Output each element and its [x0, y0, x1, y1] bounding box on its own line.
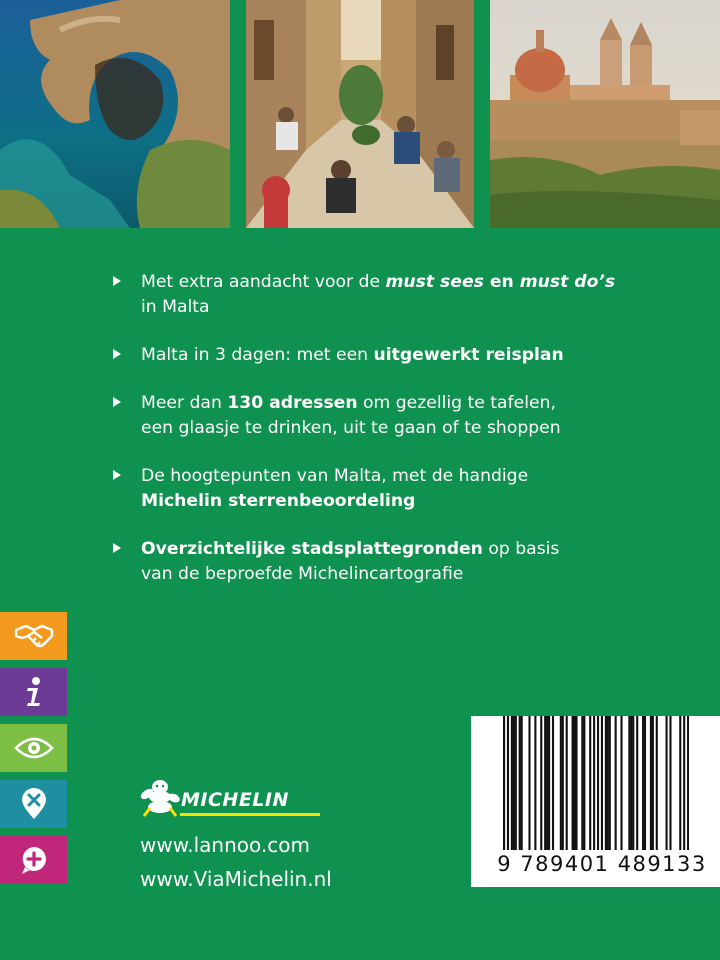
barcode-icon [503, 716, 689, 850]
feature-line [141, 343, 670, 368]
eye-icon [14, 736, 54, 760]
barcode-bar [687, 716, 689, 850]
feature-text: De hoogtepunten van Malta, met de handige [141, 466, 529, 486]
barcode-bar [507, 716, 509, 850]
barcode-bar [607, 716, 609, 850]
barcode-bar [666, 716, 668, 850]
barcode-bar [515, 716, 517, 850]
barcode-bar [642, 716, 644, 850]
barcode-bar [511, 716, 513, 850]
isbn-number: 9 789401 489133 [497, 852, 707, 876]
tab-handshake [0, 612, 67, 660]
feature-line [141, 489, 670, 514]
feature-text: Met extra aandacht voor de [141, 272, 386, 292]
barcode-bar [519, 716, 521, 850]
feature-text: om gezellig te tafelen, [357, 393, 556, 413]
barcode-bar [615, 716, 617, 850]
barcode-bar [566, 716, 568, 850]
barcode-bar [528, 716, 530, 850]
location-plus-icon [20, 845, 48, 875]
feature-text: uitgewerkt reisplan [373, 345, 564, 365]
feature-text: op basis [482, 539, 560, 559]
bullet-arrow-icon [113, 397, 121, 407]
photo-street-cafe [246, 0, 474, 228]
barcode-bar [593, 716, 595, 850]
barcode-bar [589, 716, 591, 850]
tab-location-plus [0, 836, 67, 884]
barcode-bar [581, 716, 583, 850]
logo-accent-bar [180, 813, 320, 816]
feature-text: Overzichtelijke stadsplattegronden [141, 539, 483, 559]
barcode-bar [605, 716, 607, 850]
feature-text: Meer dan [141, 393, 228, 413]
handshake-icon [14, 622, 54, 650]
barcode-bar [630, 716, 632, 850]
feature-list-item [110, 391, 670, 441]
barcode-bar [679, 716, 681, 850]
feature-text: een glaasje te drinken, uit te gaan of te shoppen [141, 418, 561, 438]
feature-list-item [110, 343, 670, 368]
barcode-bar [575, 716, 577, 850]
bibendum-icon [138, 778, 182, 818]
barcode-bar [503, 716, 505, 850]
info-icon [22, 676, 46, 708]
category-tabs [0, 612, 67, 892]
barcode-bar [628, 716, 630, 850]
tab-eye [0, 724, 67, 772]
barcode-bar [548, 716, 550, 850]
barcode-bar [562, 716, 564, 850]
barcode-bar [560, 716, 562, 850]
feature-line [141, 295, 670, 320]
bullet-arrow-icon [113, 543, 121, 553]
photo-sea-cliff [0, 0, 230, 228]
barcode-bar [620, 716, 622, 850]
barcode-bar [597, 716, 599, 850]
barcode-bar [544, 716, 546, 850]
feature-text: in Malta [141, 297, 210, 317]
feature-line [141, 562, 670, 587]
url-viamichelin[interactable]: www.ViaMichelin.nl [140, 867, 332, 891]
photo-cathedral-skyline [490, 0, 720, 228]
tab-info [0, 668, 67, 716]
bullet-arrow-icon [113, 470, 121, 480]
feature-text: Michelin sterrenbeoordeling [141, 491, 416, 511]
michelin-wordmark: MICHELIN [181, 789, 289, 811]
bullet-arrow-icon [113, 276, 121, 286]
url-lannoo[interactable]: www.lannoo.com [140, 833, 310, 857]
barcode-panel [471, 716, 720, 887]
barcode-bar [540, 716, 542, 850]
barcode-bar [669, 716, 671, 850]
feature-text: 130 adressen [227, 393, 358, 413]
feature-line [141, 416, 670, 441]
feature-text: must do’s [519, 272, 616, 292]
feature-list-item [110, 270, 670, 320]
feature-line [141, 270, 670, 295]
feature-list [110, 270, 670, 610]
barcode-bar [644, 716, 646, 850]
barcode-bar [632, 716, 634, 850]
barcode-bar [601, 716, 603, 850]
website-links [140, 828, 332, 896]
barcode-bar [683, 716, 685, 850]
michelin-logo [138, 778, 323, 818]
feature-text: Malta in 3 dagen: met een [141, 345, 374, 365]
feature-line [141, 464, 670, 489]
feature-line [141, 537, 670, 562]
barcode-bar [534, 716, 536, 850]
barcode-bar [513, 716, 515, 850]
barcode-bar [572, 716, 574, 850]
bullet-arrow-icon [113, 349, 121, 359]
tab-location-close [0, 780, 67, 828]
location-close-icon [21, 788, 47, 820]
feature-list-item [110, 464, 670, 514]
barcode-bar [609, 716, 611, 850]
feature-text: en [483, 272, 520, 292]
feature-text: must sees [385, 272, 484, 292]
barcode-bar [521, 716, 523, 850]
feature-list-item [110, 537, 670, 587]
barcode-bar [583, 716, 585, 850]
barcode-bar [652, 716, 654, 850]
barcode-bar [552, 716, 554, 850]
barcode-bar [636, 716, 638, 850]
feature-text: van de beproefde Michelincartografie [141, 564, 464, 584]
feature-line [141, 391, 670, 416]
barcode-bar [650, 716, 652, 850]
barcode-bar [546, 716, 548, 850]
barcode-bar [656, 716, 658, 850]
barcode-bar [573, 716, 575, 850]
